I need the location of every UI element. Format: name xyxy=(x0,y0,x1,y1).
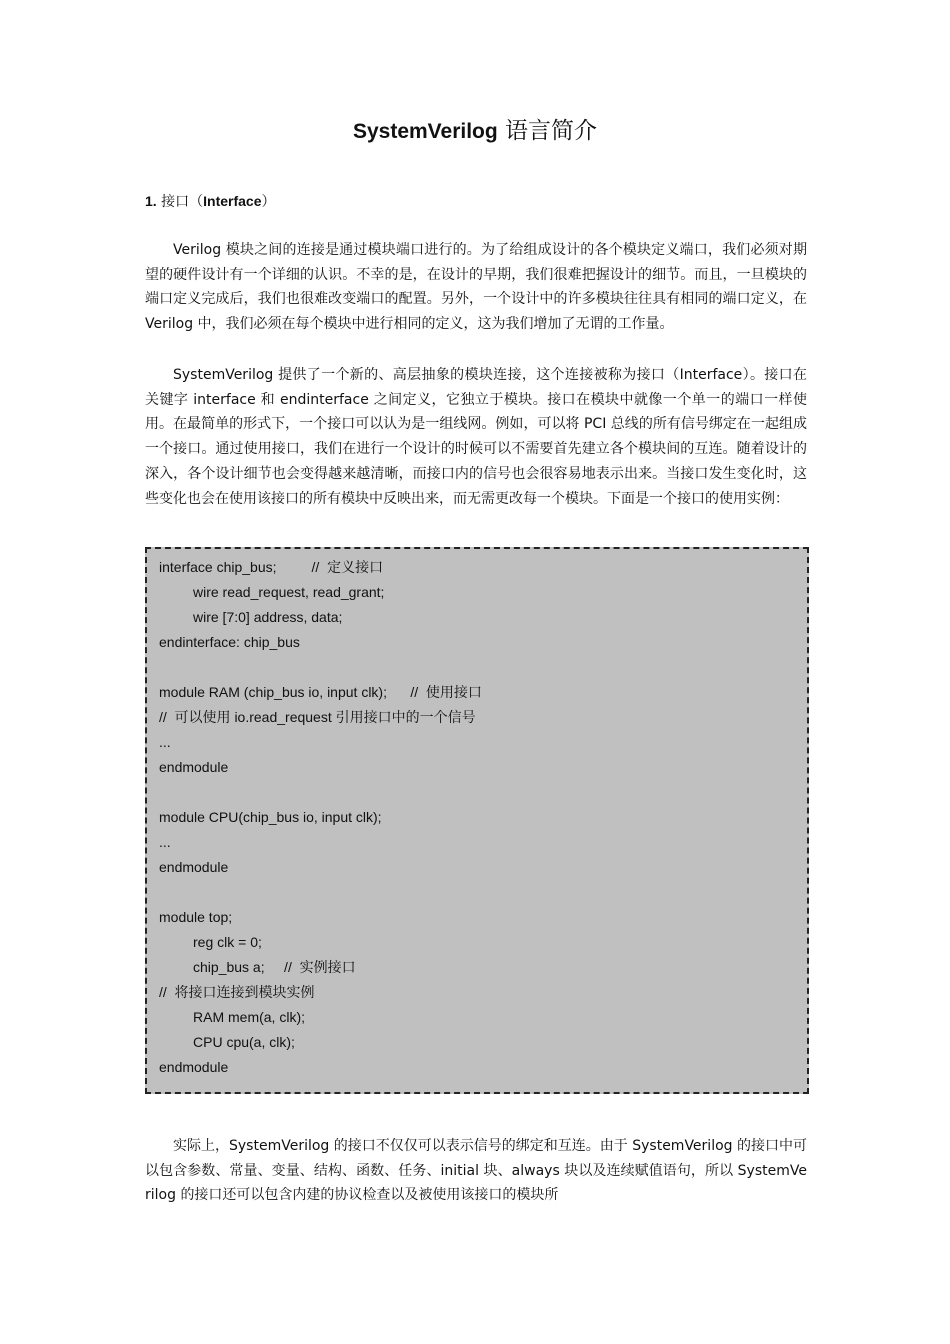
code-line: reg clk = 0; xyxy=(193,934,262,950)
section-text-before: 接口（ xyxy=(156,194,204,210)
code-line: chip_bus a; // 实例接口 xyxy=(193,959,356,975)
title-english: SystemVerilog xyxy=(352,120,498,143)
code-line: endmodule xyxy=(159,859,229,875)
code-line: RAM mem(a, clk); xyxy=(193,1009,305,1025)
code-line: // 可以使用 io.read_request 引用接口中的一个信号 xyxy=(159,709,476,725)
paragraph-interface-intro: SystemVerilog 提供了一个新的、高层抽象的模块连接，这个连接被称为接口（Interface）。接口在关键字 interface 和 endinterface 之间定义，它独立于模块。接口在模块中就像一个单一的端口一样使用。在最简单的形式下，一个接口可以认为是一组线网。例如，可以将 PCI 总线的所有信号绑定在一起组成一个接口。通过使用接口，我们在进行一个设计的时候可以不需要首先建立各个模块间的互连。随着设计的深入，各个设计细节也会变得越来越清晰，而接口内的信号也会很容易地表示出来。当接口发生变化时，这些变化也会在使用该接口的所有模块中反映出来，而无需更改每一个模块。下面是一个接口的使用实例： xyxy=(145,367,807,507)
code-line: wire read_request, read_grant; xyxy=(193,584,385,600)
code-example-box xyxy=(145,547,809,1094)
code-line: module CPU(chip_bus io, input clk); xyxy=(159,809,382,825)
section-heading xyxy=(145,188,276,215)
section-number: 1. xyxy=(145,193,157,209)
page-title xyxy=(0,112,950,151)
section-text-after: ） xyxy=(261,194,276,210)
title-chinese: 语言简介 xyxy=(497,118,598,144)
section-keyword: Interface xyxy=(203,193,262,209)
code-line: wire [7:0] address, data; xyxy=(193,609,343,625)
code-line: CPU cpu(a, clk); xyxy=(193,1034,295,1050)
code-line: ... xyxy=(159,834,171,850)
code-line: module top; xyxy=(159,909,233,925)
code-line: module RAM (chip_bus io, input clk); // 使用接口 xyxy=(159,684,482,700)
code-line: endmodule xyxy=(159,759,229,775)
code-line: endmodule xyxy=(159,1059,229,1075)
code-line: ... xyxy=(159,734,171,750)
code-line: interface chip_bus; // 定义接口 xyxy=(159,559,384,575)
paragraph-verilog-ports: Verilog 模块之间的连接是通过模块端口进行的。为了给组成设计的各个模块定义端口，我们必须对期望的硬件设计有一个详细的认识。不幸的是，在设计的早期，我们很难把握设计的细节。而且，一旦模块的端口定义完成后，我们也很难改变端口的配置。另外，一个设计中的许多模块往往具有相同的端口定义，在 Verilog 中，我们必须在每个模块中进行相同的定义，这为我们增加了无谓的工作量。 xyxy=(145,242,807,333)
code-line: endinterface: chip_bus xyxy=(159,634,300,650)
code-line: // 将接口连接到模块实例 xyxy=(159,984,315,1000)
paragraph-interface-capabilities: 实际上，SystemVerilog 的接口不仅仅可以表示信号的绑定和互连。由于 SystemVerilog 的接口中可以包含参数、常量、变量、结构、函数、任务、initial 块、always 块以及连续赋值语句，所以 SystemVerilog 的接口还可以包含内建的协议检查以及被使用该接口的模块所 xyxy=(145,1138,807,1204)
